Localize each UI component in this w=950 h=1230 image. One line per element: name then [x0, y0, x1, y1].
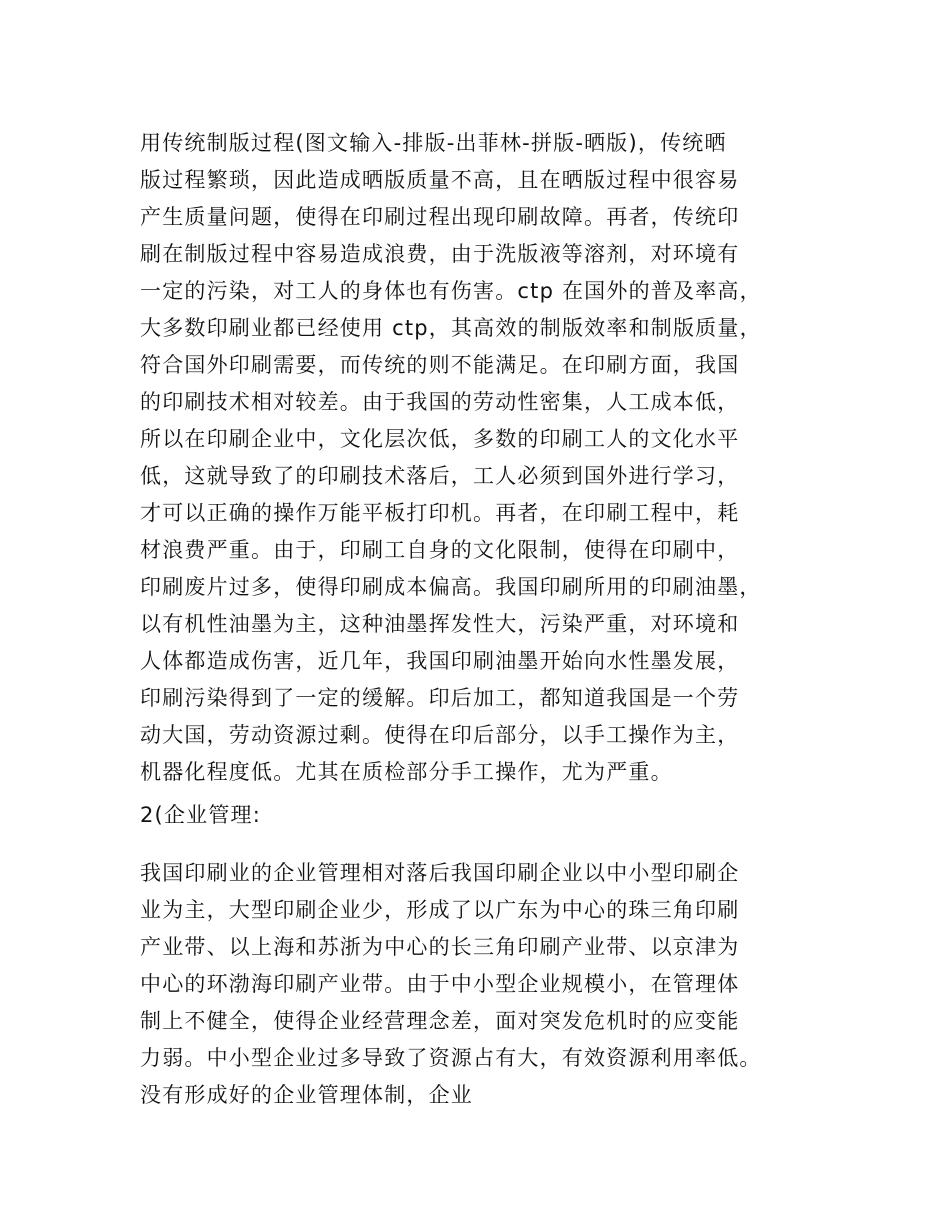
text-line: 人体都造成伤害，近几年，我国印刷油墨开始向水性墨发展，: [140, 649, 740, 673]
text-line: 印刷污染得到了一定的缓解。印后加工，都知道我国是一个劳: [140, 686, 740, 710]
text-line: 中心的环渤海印刷产业带。由于中小型企业规模小，在管理体: [140, 972, 740, 996]
text-line: 材浪费严重。由于，印刷工自身的文化限制，使得在印刷中，: [140, 538, 740, 562]
text-line: 业为主，大型印刷企业少，形成了以广东为中心的珠三角印刷: [140, 898, 740, 922]
text-line: 版过程繁琐，因此造成晒版质量不高，且在晒版过程中很容易: [140, 168, 740, 192]
text-line: 力弱。中小型企业过多导致了资源占有大，有效资源利用率低。: [140, 1046, 762, 1070]
text-line: 符合国外印刷需要，而传统的则不能满足。在印刷方面，我国: [140, 353, 740, 377]
text-line: 没有形成好的企业管理体制，企业: [140, 1083, 473, 1107]
text-line: 产生质量问题，使得在印刷过程出现印刷故障。再者，传统印: [140, 205, 740, 229]
text-line: 刷在制版过程中容易造成浪费，由于洗版液等溶剂，对环境有: [140, 242, 740, 266]
paragraph-enterprise-management: [140, 855, 820, 1114]
text-line: 以有机性油墨为主，这种油墨挥发性大，污染严重，对环境和: [140, 612, 740, 636]
text-line: 才可以正确的操作万能平板打印机。再者，在印刷工程中，耗: [140, 501, 740, 525]
section-heading: [140, 797, 820, 834]
text-line: 制上不健全，使得企业经营理念差，面对突发危机时的应变能: [140, 1009, 740, 1033]
text-line: 低，这就导致了的印刷技术落后，工人必须到国外进行学习，: [140, 464, 740, 488]
text-line: 我国印刷业的企业管理相对落后我国印刷企业以中小型印刷企: [140, 861, 740, 885]
text-line: 印刷废片过多，使得印刷成本偏高。我国印刷所用的印刷油墨，: [140, 575, 762, 599]
text-line: 产业带、以上海和苏浙为中心的长三角印刷产业带、以京津为: [140, 935, 740, 959]
text-line: 大多数印刷业都已经使用 ctp，其高效的制版效率和制版质量，: [140, 316, 762, 340]
section-heading-text: 2(企业管理:: [140, 803, 262, 827]
text-line: 用传统制版过程(图文输入-排版-出菲林-拼版-晒版)，传统晒: [140, 131, 727, 155]
text-line: 机器化程度低。尤其在质检部分手工操作，尤为严重。: [140, 760, 673, 784]
paragraph-printing-technology: [140, 125, 820, 791]
text-line: 的印刷技术相对较差。由于我国的劳动性密集，人工成本低，: [140, 390, 740, 414]
text-line: 动大国，劳动资源过剩。使得在印后部分，以手工操作为主，: [140, 723, 740, 747]
text-line: 一定的污染，对工人的身体也有伤害。ctp 在国外的普及率高，: [140, 279, 762, 303]
text-line: 所以在印刷企业中，文化层次低，多数的印刷工人的文化水平: [140, 427, 740, 451]
